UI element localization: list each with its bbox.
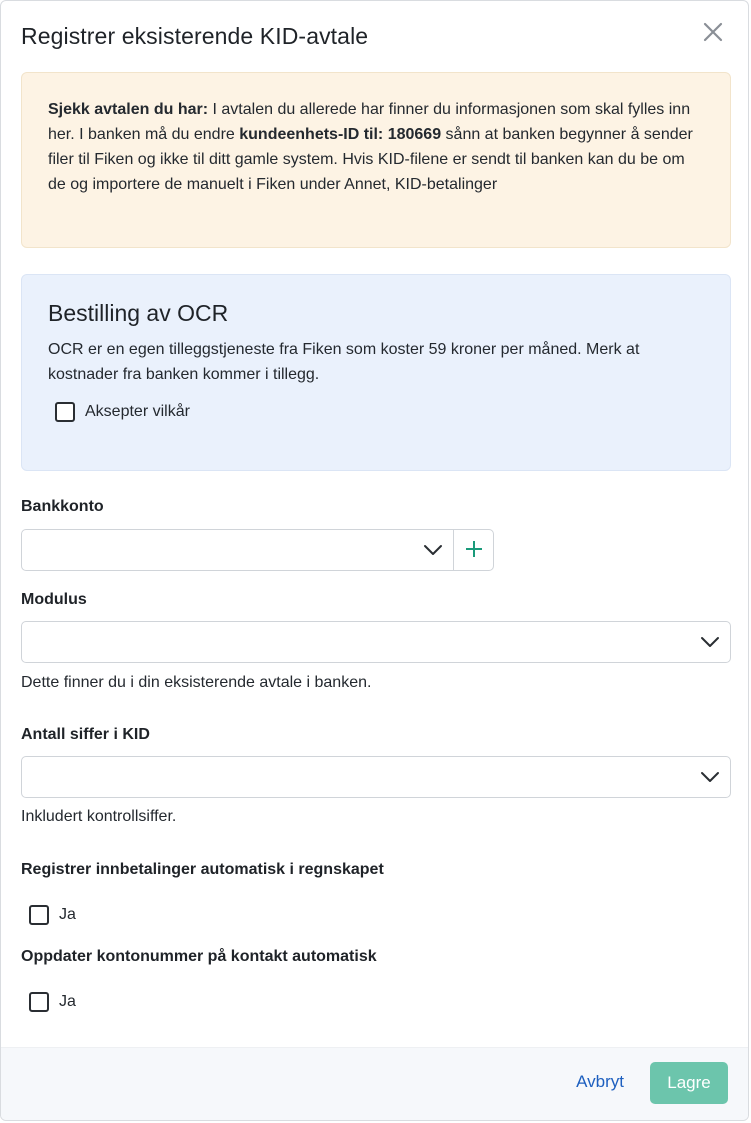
modulus-help-text: Dette finner du i din eksisterende avtale i banken. bbox=[21, 674, 372, 691]
auto-register-row[interactable] bbox=[29, 905, 76, 925]
close-icon bbox=[703, 30, 723, 45]
modal-title: Registrer eksisterende KID-avtale bbox=[21, 23, 369, 49]
save-button[interactable]: Lagre bbox=[650, 1062, 728, 1104]
auto-register-checkbox[interactable] bbox=[29, 905, 49, 925]
kid-digits-help-text: Inkludert kontrollsiffer. bbox=[21, 808, 177, 825]
accept-terms-label: Aksepter vilkår bbox=[85, 403, 190, 420]
auto-update-account-label: Oppdater kontonummer på kontakt automatisk bbox=[21, 948, 377, 965]
agreement-warning bbox=[21, 72, 731, 248]
kid-digits-label: Antall siffer i KID bbox=[21, 726, 150, 743]
kid-digits-select[interactable] bbox=[21, 756, 731, 798]
bank-account-select[interactable] bbox=[21, 529, 454, 571]
bank-account-label: Bankkonto bbox=[21, 498, 104, 515]
plus-icon bbox=[465, 540, 483, 561]
auto-register-label: Registrer innbetalinger automatisk i regnskapet bbox=[21, 861, 384, 878]
close-button[interactable] bbox=[700, 17, 726, 49]
ocr-title: Bestilling av OCR bbox=[48, 300, 229, 326]
warning-lead: Sjekk avtalen du har: bbox=[48, 101, 209, 118]
auto-update-account-option: Ja bbox=[59, 993, 76, 1010]
auto-register-option: Ja bbox=[59, 906, 76, 923]
modulus-select[interactable] bbox=[21, 621, 731, 663]
cancel-button[interactable]: Avbryt bbox=[576, 1072, 624, 1091]
add-bank-account-button[interactable] bbox=[453, 529, 494, 571]
ocr-description: OCR er en egen tilleggstjeneste fra Fiken som koster 59 kroner per måned. Merk at kostnader fra banken kommer i tillegg. bbox=[48, 341, 640, 383]
accept-terms-checkbox[interactable] bbox=[55, 402, 75, 422]
modulus-label: Modulus bbox=[21, 591, 87, 608]
customer-unit-id: kundeenhets-ID til: 180669 bbox=[239, 126, 442, 143]
warning-text-2: sånn at banken begynner å sender filer til Fiken og ikke til ditt gamle system. Hvis KID-filene er sendt til banken kan du be om de og importere de manuelt i Fiken under Annet, KID-betalinger bbox=[48, 126, 693, 193]
auto-update-account-row[interactable] bbox=[29, 992, 76, 1012]
modal-footer bbox=[1, 1047, 748, 1120]
accept-terms-row[interactable] bbox=[55, 402, 704, 422]
warning-text-1: I avtalen du allerede har finner du informasjonen som skal fylles inn her. I banken må du endre bbox=[48, 101, 691, 143]
ocr-order-panel bbox=[21, 274, 731, 471]
modal-header bbox=[21, 19, 728, 55]
auto-update-account-checkbox[interactable] bbox=[29, 992, 49, 1012]
